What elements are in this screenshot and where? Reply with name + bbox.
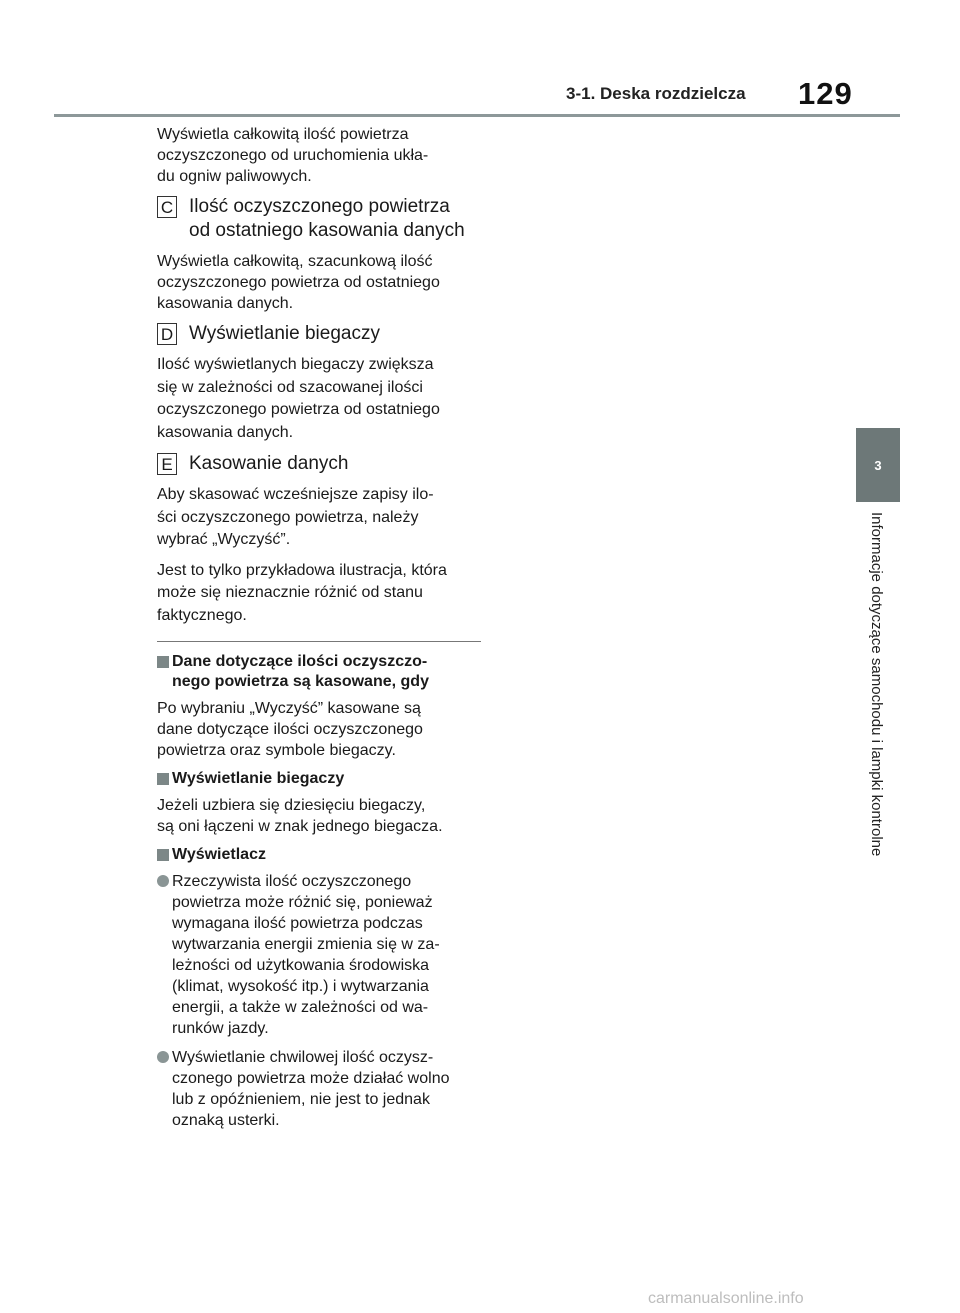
section-c-title: Ilość oczyszczonego powietrza od ostatniego kasowania danych (189, 196, 465, 241)
square-bullet-icon (157, 773, 169, 785)
note-2-body: Jeżeli uzbiera się dziesięciu biegaczy, są oni łączeni w znak jednego biegacza. (157, 797, 443, 835)
list-item: Rzeczywista ilość oczyszczonego powietrza może różnić się, ponieważ wymagana ilość powietrza podczas wytwarzania energii zmienia się w za- leżności od użytkowania środowiska (klimat, wysokość itp.) i wytwarzania energii, a także w zależności od wa- runków jazdy. (157, 871, 481, 1039)
square-bullet-icon (157, 849, 169, 861)
section-d-body: Ilość wyświetlanych biegaczy zwiększa się w zależności od szacowanej ilości oczyszczonego powietrza od ostatniego kasowania danych. (157, 356, 440, 441)
circle-bullet-icon (157, 1051, 169, 1063)
watermark: carmanualsonline.info (648, 1290, 804, 1307)
note-1-heading: Dane dotyczące ilości oczyszczo- nego powietrza są kasowane, gdy (157, 652, 481, 692)
illustration-note: Jest to tylko przykładowa ilustracja, która może się nieznacznie różnić od stanu faktycznego. (157, 561, 447, 624)
section-divider (157, 641, 481, 642)
circle-bullet-icon (157, 875, 169, 887)
note-1-body: Po wybraniu „Wyczyść” kasowane są dane dotyczące ilości oczyszczonego powietrza oraz symbole biegaczy. (157, 700, 423, 759)
page-number: 129 (798, 76, 853, 111)
section-d-title: Wyświetlanie biegaczy (189, 323, 380, 344)
square-bullet-icon (157, 656, 169, 668)
section-c-body: Wyświetla całkowitą, szacunkową ilość oczyszczonego powietrza od ostatniego kasowania danych. (157, 253, 440, 312)
chapter-label: Informacje dotyczące samochodu i lampki kontrolne (868, 512, 885, 857)
intro-paragraph: Wyświetla całkowitą ilość powietrza oczyszczonego od uruchomienia ukła- du ogniw paliwowych. (157, 126, 429, 185)
note-3-heading: Wyświetlacz (157, 845, 481, 865)
label-c-box: C (157, 196, 177, 218)
chapter-tab (856, 428, 900, 502)
list-item: Wyświetlanie chwilowej ilość oczysz- czonego powietrza może działać wolno lub z opóźnieniem, nie jest to jednak oznaką usterki. (157, 1047, 481, 1131)
header-rule (54, 114, 900, 117)
label-d-box: D (157, 323, 177, 345)
chapter-number: 3 (874, 457, 882, 473)
section-d-heading (157, 322, 481, 346)
section-c-heading (157, 195, 481, 243)
label-e-box: E (157, 453, 177, 475)
section-e-heading (157, 452, 481, 476)
section-e-title: Kasowanie danych (189, 453, 349, 474)
main-content (157, 124, 481, 1139)
header-title: 3-1. Deska rozdzielcza (566, 84, 746, 103)
section-e-body: Aby skasować wcześniejsze zapisy ilo- ści oczyszczonego powietrza, należy wybrać „Wyczyść”. (157, 486, 434, 548)
note-2-heading: Wyświetlanie biegaczy (157, 769, 481, 789)
